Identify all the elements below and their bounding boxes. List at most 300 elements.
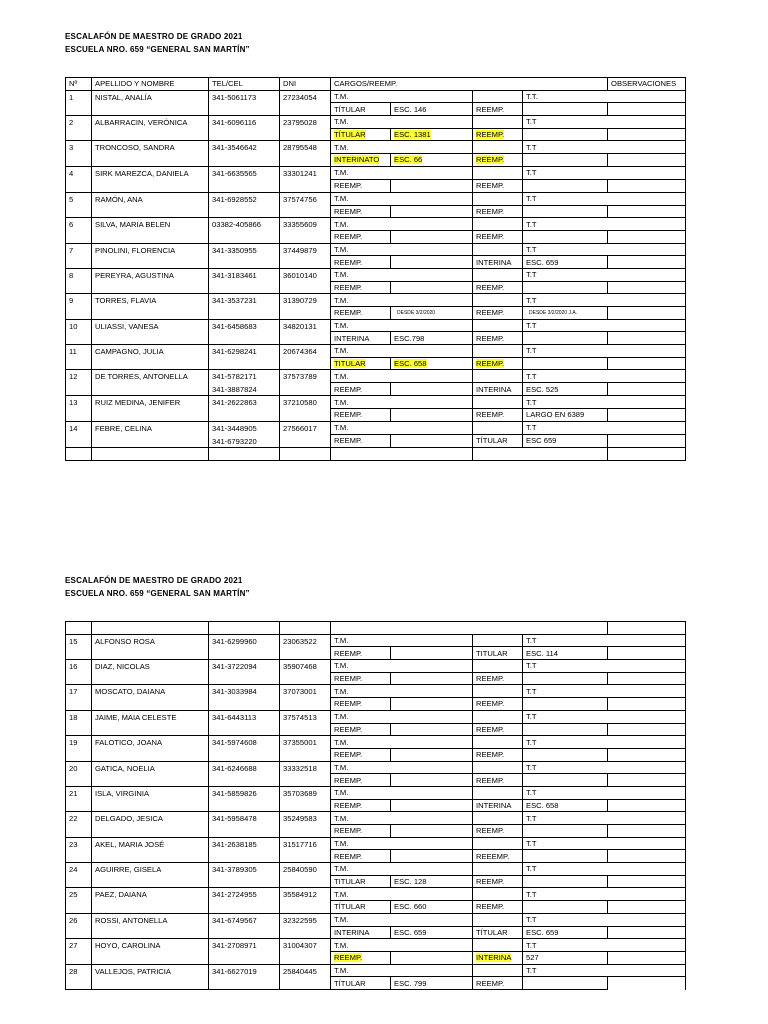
- afternoon-school: [523, 799, 608, 812]
- afternoon-status: [473, 926, 523, 939]
- afternoon-shift: T.T: [523, 736, 686, 749]
- afternoon-school-text: DESDE 3/2/2020 J.A.: [529, 309, 578, 316]
- afternoon-shift: T.T: [523, 786, 686, 799]
- phone-cell: [209, 218, 280, 243]
- dni: 36010140: [280, 268, 331, 293]
- row-number: 24: [66, 863, 92, 888]
- afternoon-school-text: ESC. 659: [526, 257, 559, 267]
- teacher-name: DIAZ, NICOLAS: [92, 660, 209, 685]
- afternoon-shift: T.T: [523, 141, 686, 154]
- row-number: 18: [66, 710, 92, 735]
- row-number: 22: [66, 812, 92, 837]
- dni: 32322595: [280, 913, 331, 938]
- row-number: 16: [66, 660, 92, 685]
- morning-status-text: REEMP.: [334, 308, 363, 318]
- row-number: 19: [66, 736, 92, 761]
- morning-status-text: REEMP.: [334, 800, 363, 810]
- phone-number: 341-3537231: [212, 296, 257, 306]
- afternoon-shift: T.T: [523, 370, 686, 383]
- phone-number: 341-3033984: [212, 687, 257, 697]
- morning-shift-blank: [473, 370, 523, 383]
- morning-status-text: REEMP.: [334, 257, 363, 267]
- phone-cell: [209, 116, 280, 141]
- morning-shift-blank: [473, 736, 523, 749]
- phone-cell: [209, 294, 280, 319]
- afternoon-school: [523, 748, 608, 761]
- dni: 27566017: [280, 421, 331, 447]
- morning-shift: T.M.: [331, 90, 473, 103]
- header-name: APELLIDO Y NOMBRE: [92, 78, 209, 91]
- dni: 31004307: [280, 939, 331, 964]
- document-title: ESCALAFÓN DE MAESTRO DE GRADO 2021: [65, 32, 243, 41]
- morning-status: [331, 672, 391, 685]
- table-row: [66, 141, 686, 154]
- morning-shift: T.M.: [331, 218, 473, 231]
- dni: 34820131: [280, 319, 331, 344]
- afternoon-status-text: REEMP.: [476, 699, 505, 709]
- phone-cell: [209, 964, 280, 989]
- phone-cell: [209, 370, 280, 396]
- afternoon-school: [523, 850, 608, 863]
- morning-status-text: INTERINATO: [334, 155, 380, 165]
- morning-shift: T.M.: [331, 268, 473, 281]
- teacher-name: VALLEJOS, PATRICIA: [92, 964, 209, 989]
- phone-number: 341-3448905: [212, 423, 257, 433]
- teacher-name: ALFONSO ROSA: [92, 634, 209, 659]
- morning-school: [391, 748, 473, 761]
- header-observations: OBSERVACIONES: [608, 78, 686, 91]
- teacher-name: ALBARRACIN, VERÓNICA: [92, 116, 209, 141]
- morning-shift-blank: [473, 116, 523, 129]
- afternoon-school: [523, 926, 608, 939]
- phone-cell: [209, 396, 280, 421]
- morning-status: [331, 774, 391, 787]
- afternoon-status-text: INTERINA: [476, 953, 512, 963]
- teacher-name: CAMPAGNO, JULIA: [92, 345, 209, 370]
- afternoon-status-text: REEMP.: [476, 282, 505, 292]
- afternoon-status-text: REEMP.: [476, 674, 505, 684]
- morning-school-text: ESC. 146: [394, 104, 427, 114]
- morning-school-text: ESC. 66: [394, 155, 423, 165]
- morning-shift: T.M.: [331, 421, 473, 434]
- morning-status: [331, 205, 391, 218]
- morning-status: [331, 698, 391, 711]
- row-number: 17: [66, 685, 92, 710]
- afternoon-school: [523, 825, 608, 838]
- afternoon-school: [523, 332, 608, 345]
- table-row: [66, 710, 686, 723]
- teacher-name: DELGADO, JESICA: [92, 812, 209, 837]
- table-header-row: [66, 78, 686, 91]
- teacher-name: SIRK MAREZCA, DANIELA: [92, 166, 209, 192]
- morning-status-text: REEMP.: [334, 410, 363, 420]
- morning-shift-blank: [473, 90, 523, 103]
- table-row: [66, 939, 686, 952]
- phone-number: 341-3350955: [212, 245, 257, 255]
- morning-status: [331, 179, 391, 192]
- phone-cell: [209, 761, 280, 786]
- table-row: [66, 786, 686, 799]
- phone-number-2: 341-3887824: [212, 385, 257, 395]
- afternoon-status-text: REEMP.: [476, 232, 505, 242]
- table-row: [66, 634, 686, 647]
- afternoon-status-text: REEMP.: [476, 155, 505, 165]
- afternoon-status-text: REEMP.: [476, 359, 505, 369]
- afternoon-shift: T.T: [523, 345, 686, 358]
- morning-shift: T.M.: [331, 370, 473, 383]
- morning-school-text: ESC. 1381: [394, 130, 431, 140]
- row-number: 23: [66, 837, 92, 862]
- teacher-name: PINOLINI, FLORENCIA: [92, 243, 209, 268]
- phone-cell: [209, 837, 280, 862]
- afternoon-shift: T.T.: [523, 90, 686, 103]
- morning-status-text: TÍTULAR: [334, 902, 366, 912]
- dni: 31390729: [280, 294, 331, 319]
- afternoon-status: [473, 951, 523, 964]
- phone-number: 341-3546642: [212, 143, 257, 153]
- morning-status-text: TÍTULAR: [334, 978, 366, 988]
- afternoon-status: [473, 357, 523, 370]
- morning-status: [331, 256, 391, 269]
- row-number: 4: [66, 166, 92, 192]
- morning-school: [391, 951, 473, 964]
- phone-cell: [209, 268, 280, 293]
- teacher-name: AGUIRRE, GISELA: [92, 863, 209, 888]
- afternoon-school: [523, 383, 608, 396]
- morning-shift-blank: [473, 421, 523, 434]
- morning-shift: T.M.: [331, 888, 473, 901]
- morning-shift: T.M.: [331, 396, 473, 409]
- morning-status: [331, 230, 391, 243]
- table-row: [66, 812, 686, 825]
- afternoon-shift: T.T: [523, 913, 686, 926]
- teacher-name: RAMÓN, ANA: [92, 192, 209, 217]
- teacher-name: AKEL, MARIA JOSÉ: [92, 837, 209, 862]
- phone-number-2: 341-6793220: [212, 436, 257, 446]
- teacher-name: DE TORRES, ANTONELLA: [92, 370, 209, 396]
- header-phone: TEL/CEL: [209, 78, 280, 91]
- table-row: [66, 319, 686, 332]
- dni: 35584912: [280, 888, 331, 913]
- empty-row: [66, 447, 686, 460]
- morning-status-text: TÍTULAR: [334, 130, 366, 140]
- table-row: [66, 243, 686, 256]
- afternoon-status: [473, 307, 523, 320]
- afternoon-status-text: REEMP.: [476, 333, 505, 343]
- afternoon-school: [523, 875, 608, 888]
- morning-shift-blank: [473, 685, 523, 698]
- afternoon-shift: T.T: [523, 192, 686, 205]
- phone-cell: [209, 710, 280, 735]
- table-row: [66, 837, 686, 850]
- row-number: 28: [66, 964, 92, 989]
- phone-number: 341-3183461: [212, 270, 257, 280]
- morning-shift: T.M.: [331, 294, 473, 307]
- morning-status-text: REEMP.: [334, 775, 363, 785]
- table-row: [66, 166, 686, 179]
- morning-school: [391, 332, 473, 345]
- afternoon-school: [523, 434, 608, 447]
- teacher-name: ULIASSI, VANESA: [92, 319, 209, 344]
- afternoon-school: [523, 128, 608, 141]
- morning-school: [391, 154, 473, 167]
- phone-number: 341-6443113: [212, 712, 257, 722]
- teacher-name: NISTAL, ANALÍA: [92, 90, 209, 115]
- phone-number: 341-6299960: [212, 636, 257, 646]
- morning-status: [331, 281, 391, 294]
- afternoon-status: [473, 723, 523, 736]
- morning-status: [331, 647, 391, 660]
- morning-school: [391, 977, 473, 990]
- row-number: 15: [66, 634, 92, 659]
- afternoon-shift: T.T: [523, 939, 686, 952]
- afternoon-status: [473, 850, 523, 863]
- morning-school: [391, 647, 473, 660]
- morning-status: [331, 332, 391, 345]
- morning-school: [391, 205, 473, 218]
- morning-status-text: REEMP.: [334, 724, 363, 734]
- afternoon-shift: T.T: [523, 116, 686, 129]
- morning-school: [391, 926, 473, 939]
- morning-status: [331, 409, 391, 422]
- afternoon-shift: T.T: [523, 294, 686, 307]
- row-number: 12: [66, 370, 92, 396]
- dni: 20674364: [280, 345, 331, 370]
- morning-shift-blank: [473, 319, 523, 332]
- table-row: [66, 90, 686, 103]
- phone-number: 341-6627019: [212, 966, 257, 976]
- morning-status: [331, 128, 391, 141]
- morning-school: [391, 723, 473, 736]
- morning-school: [391, 307, 473, 320]
- afternoon-status-text: REEMP.: [476, 181, 505, 191]
- morning-shift: T.M.: [331, 634, 473, 647]
- teacher-name: FEBRE, CELINA: [92, 421, 209, 447]
- morning-shift: T.M.: [331, 863, 473, 876]
- afternoon-status: [473, 748, 523, 761]
- dni: 35249583: [280, 812, 331, 837]
- morning-shift-blank: [473, 913, 523, 926]
- phone-number: 341-6928552: [212, 194, 257, 204]
- afternoon-shift: T.T: [523, 396, 686, 409]
- table-row: [66, 218, 686, 231]
- morning-shift: T.M.: [331, 710, 473, 723]
- row-number: 5: [66, 192, 92, 217]
- morning-status-text: REEMP.: [334, 953, 363, 963]
- afternoon-shift: T.T: [523, 710, 686, 723]
- morning-school: [391, 774, 473, 787]
- afternoon-status-text: REEMP.: [476, 826, 505, 836]
- morning-school: [391, 672, 473, 685]
- school-name: ESCUELA NRO. 659 “GENERAL SAN MARTÍN”: [65, 589, 250, 598]
- afternoon-school: [523, 698, 608, 711]
- afternoon-status-text: REEMP.: [476, 724, 505, 734]
- phone-cell: [209, 888, 280, 913]
- afternoon-school: [523, 901, 608, 914]
- dni: 25840590: [280, 863, 331, 888]
- phone-number: 341-5782171: [212, 372, 257, 382]
- afternoon-school-text: ESC. 114: [526, 648, 558, 658]
- afternoon-status: [473, 409, 523, 422]
- afternoon-school: [523, 205, 608, 218]
- afternoon-school-text: 527: [526, 953, 539, 963]
- morning-shift: T.M.: [331, 736, 473, 749]
- morning-status-text: REEMP.: [334, 384, 363, 394]
- ranking-table-2: [65, 621, 686, 990]
- afternoon-status-text: REEMP.: [476, 206, 505, 216]
- afternoon-status-text: REEMP.: [476, 104, 505, 114]
- morning-shift: T.M.: [331, 192, 473, 205]
- dni: 23795028: [280, 116, 331, 141]
- morning-status-text: REEMP.: [334, 750, 363, 760]
- morning-shift: T.M.: [331, 243, 473, 256]
- afternoon-status: [473, 875, 523, 888]
- morning-shift-blank: [473, 939, 523, 952]
- morning-shift-blank: [473, 888, 523, 901]
- dni: 37574756: [280, 192, 331, 217]
- table-row: [66, 294, 686, 307]
- afternoon-school: [523, 256, 608, 269]
- table-row: [66, 345, 686, 358]
- morning-shift: T.M.: [331, 319, 473, 332]
- afternoon-status-text: TÍTULAR: [476, 436, 508, 446]
- morning-shift: T.M.: [331, 913, 473, 926]
- afternoon-school: [523, 409, 608, 422]
- afternoon-status: [473, 825, 523, 838]
- morning-status-text: INTERINA: [334, 927, 370, 937]
- row-number: 9: [66, 294, 92, 319]
- morning-school-text: ESC. 658: [394, 359, 427, 369]
- table-row: [66, 736, 686, 749]
- afternoon-shift: T.T: [523, 634, 686, 647]
- morning-shift-blank: [473, 837, 523, 850]
- afternoon-status-text: REEMP.: [476, 410, 505, 420]
- row-number: 26: [66, 913, 92, 938]
- ranking-table-1: [65, 77, 686, 461]
- row-number: 11: [66, 345, 92, 370]
- morning-shift-blank: [473, 710, 523, 723]
- afternoon-school: [523, 774, 608, 787]
- morning-school: [391, 850, 473, 863]
- afternoon-status: [473, 103, 523, 116]
- morning-shift-blank: [473, 166, 523, 179]
- row-number: 7: [66, 243, 92, 268]
- afternoon-status: [473, 128, 523, 141]
- morning-status: [331, 850, 391, 863]
- morning-status-text: REEMP.: [334, 436, 363, 446]
- morning-shift-blank: [473, 812, 523, 825]
- afternoon-shift: T.T: [523, 685, 686, 698]
- phone-number: 341-6458683: [212, 321, 257, 331]
- morning-status-text: REEMP.: [334, 851, 363, 861]
- page2-header: [65, 574, 250, 600]
- phone-number: 341-2622863: [212, 398, 257, 408]
- morning-school-text: ESC. 659: [394, 927, 427, 937]
- afternoon-status-text: REEMP.: [476, 130, 505, 140]
- morning-status-text: TITULAR: [334, 877, 366, 887]
- phone-cell: [209, 192, 280, 217]
- morning-status: [331, 748, 391, 761]
- table-row: [66, 863, 686, 876]
- afternoon-school-text: ESC. 659: [526, 927, 559, 937]
- afternoon-status: [473, 154, 523, 167]
- table-header-row: [66, 622, 686, 635]
- morning-status: [331, 951, 391, 964]
- table-row: [66, 116, 686, 129]
- phone-number: 341-5974608: [212, 738, 257, 748]
- afternoon-status-text: INTERINA: [476, 384, 512, 394]
- teacher-name: JAIME, MAIA CELESTE: [92, 710, 209, 735]
- row-number: 13: [66, 396, 92, 421]
- morning-status: [331, 357, 391, 370]
- morning-status: [331, 875, 391, 888]
- morning-shift-blank: [473, 218, 523, 231]
- morning-shift-blank: [473, 964, 523, 977]
- table-row: [66, 888, 686, 901]
- morning-school: [391, 434, 473, 447]
- phone-cell: [209, 736, 280, 761]
- morning-status-text: INTERINA: [334, 333, 370, 343]
- morning-status: [331, 307, 391, 320]
- morning-status: [331, 154, 391, 167]
- morning-status-text: REEMP.: [334, 282, 363, 292]
- morning-shift: T.M.: [331, 812, 473, 825]
- dni: 23063522: [280, 634, 331, 659]
- afternoon-school: [523, 951, 608, 964]
- afternoon-shift: T.T: [523, 421, 686, 434]
- morning-school-text: DESDE 3/2/2020: [397, 309, 436, 316]
- morning-school: [391, 901, 473, 914]
- phone-number: 341-3722094: [212, 662, 257, 672]
- morning-school: [391, 698, 473, 711]
- morning-status-text: REEMP.: [334, 699, 363, 709]
- afternoon-school: [523, 672, 608, 685]
- afternoon-school-text: ESC. 525: [526, 384, 559, 394]
- morning-status-text: TÍTULAR: [334, 104, 366, 114]
- morning-status: [331, 977, 391, 990]
- dni: 37355001: [280, 736, 331, 761]
- afternoon-school-text: ESC. 658: [526, 800, 559, 810]
- phone-cell: [209, 141, 280, 166]
- afternoon-school: [523, 179, 608, 192]
- afternoon-status: [473, 205, 523, 218]
- phone-number: 341-2724955: [212, 890, 257, 900]
- row-number: 10: [66, 319, 92, 344]
- teacher-name: HOYO, CAROLINA: [92, 939, 209, 964]
- morning-shift: T.M.: [331, 685, 473, 698]
- row-number: 27: [66, 939, 92, 964]
- afternoon-status-text: REEMP.: [476, 978, 505, 988]
- afternoon-shift: T.T: [523, 319, 686, 332]
- teacher-name: ROSSI, ANTONELLA: [92, 913, 209, 938]
- afternoon-status: [473, 256, 523, 269]
- afternoon-status: [473, 647, 523, 660]
- phone-cell: [209, 90, 280, 115]
- dni: 25840445: [280, 964, 331, 989]
- morning-status-text: REEMP.: [334, 826, 363, 836]
- morning-shift-blank: [473, 345, 523, 358]
- row-number: 20: [66, 761, 92, 786]
- afternoon-school: [523, 357, 608, 370]
- afternoon-school: [523, 281, 608, 294]
- table-row: [66, 964, 686, 977]
- table-row: [66, 370, 686, 383]
- row-number: 3: [66, 141, 92, 166]
- phone-number: 341-6298241: [212, 347, 257, 357]
- morning-shift-blank: [473, 396, 523, 409]
- phone-cell: [209, 685, 280, 710]
- afternoon-school: [523, 154, 608, 167]
